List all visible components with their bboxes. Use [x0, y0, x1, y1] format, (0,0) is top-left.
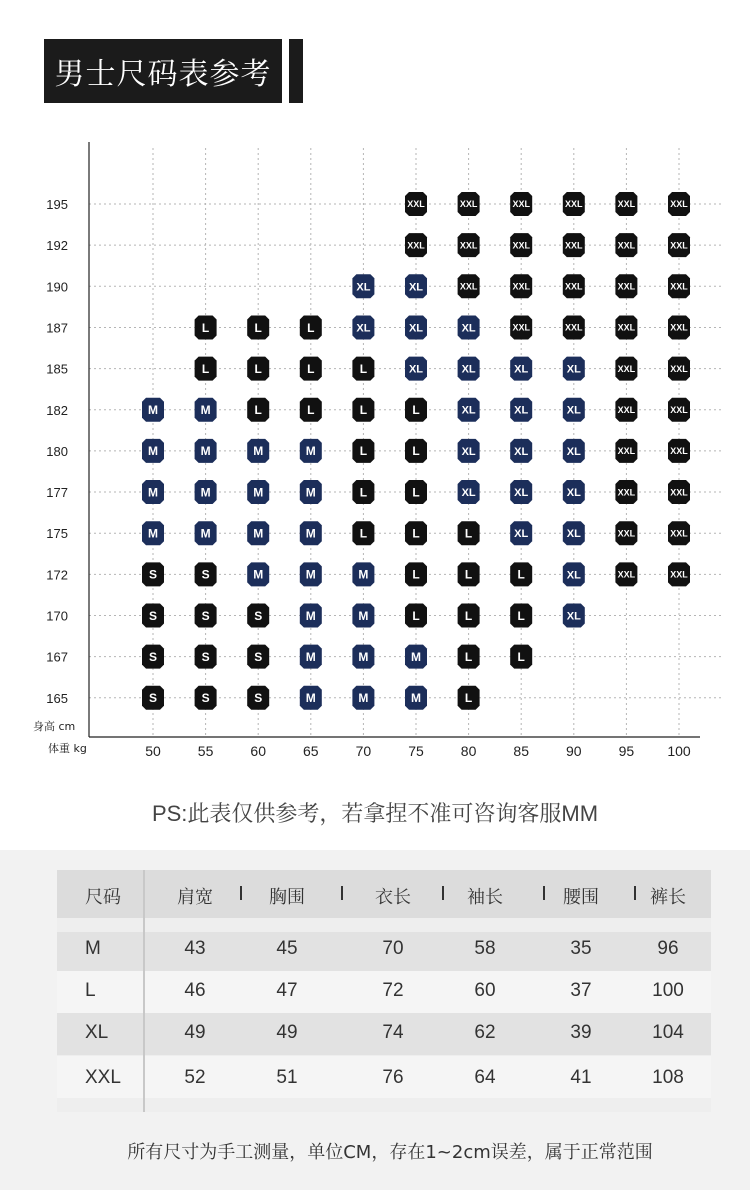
size-badge-label: L — [517, 608, 525, 623]
table-cell: 108 — [652, 1067, 684, 1088]
table-cell: 51 — [276, 1067, 298, 1088]
y-tick-label: 165 — [46, 690, 68, 706]
size-badge-label: XXL — [617, 446, 636, 457]
size-badge-label: L — [359, 485, 368, 500]
size-badge-label: XXL — [670, 446, 688, 457]
table-cell: 74 — [382, 1022, 404, 1043]
size-badge-label: XXL — [459, 240, 478, 251]
size-badge-label: L — [307, 320, 315, 335]
table-header-cell: 腰围 — [563, 887, 599, 908]
size-badge-label: XL — [356, 281, 371, 294]
table-cell: 104 — [652, 1022, 684, 1043]
table-cell: 72 — [382, 980, 404, 1001]
size-badge-label: XXL — [617, 281, 636, 292]
size-badge-label: L — [517, 567, 525, 582]
table-header-cell: 袖长 — [467, 887, 503, 908]
x-tick-label: 80 — [460, 743, 477, 759]
size-badge-label: M — [200, 444, 211, 459]
y-tick-label: 167 — [46, 649, 68, 665]
table-cell: 60 — [474, 980, 496, 1001]
size-badge-label: L — [254, 403, 262, 418]
size-badge-label: XXL — [617, 199, 636, 210]
size-badge-label: L — [359, 444, 368, 459]
x-tick-label: 75 — [408, 743, 424, 759]
size-badge-label: M — [253, 485, 264, 500]
size-badge-label: M — [148, 485, 158, 500]
size-badge-label: L — [307, 361, 315, 376]
table-header-cell: 衣长 — [375, 887, 411, 908]
table-cell: 41 — [570, 1067, 592, 1088]
size-badge-label: M — [200, 526, 211, 541]
size-badge-label: L — [201, 320, 210, 335]
size-badge-label: L — [412, 485, 420, 500]
size-badge-label: L — [412, 608, 420, 623]
size-badge-label: L — [359, 361, 368, 376]
size-badge-label: L — [412, 403, 420, 418]
size-badge-label: M — [358, 608, 369, 623]
size-chart — [0, 130, 750, 770]
table-cell: XXL — [85, 1067, 121, 1088]
table-cell: 49 — [184, 1022, 206, 1043]
size-badge-label: XXL — [670, 363, 688, 374]
size-badge-label: XXL — [459, 199, 478, 210]
table-cell: 49 — [276, 1022, 298, 1043]
size-badge-label: XXL — [512, 199, 530, 210]
table-cell: M — [85, 938, 101, 959]
size-badge-label: XL — [566, 404, 581, 417]
size-badge-label: XXL — [670, 199, 688, 210]
size-badge-label: M — [200, 485, 211, 500]
footnote: PS:此表仅供参考，若拿捏不准可咨询客服MM — [151, 801, 599, 826]
size-badge-label: M — [305, 608, 316, 623]
size-badge-label: L — [254, 320, 262, 335]
size-badge-label: XL — [461, 322, 476, 335]
y-tick-label: 185 — [46, 361, 68, 377]
y-tick-label: 195 — [46, 197, 68, 212]
size-badge-label: XL — [514, 445, 529, 458]
size-badge-label: XL — [566, 487, 581, 500]
size-badge-label: XXL — [617, 569, 636, 580]
size-badge-label: S — [148, 567, 158, 582]
x-tick-label: 85 — [513, 743, 529, 759]
size-badge-label: L — [412, 567, 420, 582]
header-separator — [442, 886, 444, 900]
x-tick-label: 65 — [303, 743, 319, 759]
y-tick-label: 187 — [46, 320, 68, 336]
x-tick-label: 100 — [667, 743, 691, 759]
size-badge-label: M — [305, 485, 316, 500]
title-accent-bar — [289, 39, 303, 103]
size-badge-label: XL — [408, 363, 424, 376]
x-tick-label: 60 — [250, 743, 266, 759]
size-badge-label: M — [200, 403, 211, 418]
table-cell: 47 — [276, 980, 298, 1001]
size-badge-label: XXL — [459, 281, 478, 292]
size-badge-label: XL — [461, 404, 476, 417]
y-axis-label: 身高 cm — [33, 720, 76, 733]
size-badge-label: XXL — [617, 363, 636, 374]
y-tick-label: 182 — [46, 402, 68, 418]
size-badge-label: XL — [461, 487, 476, 500]
x-tick-label: 55 — [197, 743, 214, 759]
header-separator — [543, 886, 545, 900]
size-badge-label: XXL — [617, 487, 636, 498]
size-badge-label: M — [148, 526, 158, 541]
size-badge-label: L — [359, 526, 368, 541]
size-badge-label: XL — [514, 487, 529, 500]
size-badge-label: M — [305, 691, 316, 706]
size-badge-label: S — [201, 608, 210, 623]
table-cell: 76 — [382, 1067, 404, 1088]
table-cell: 62 — [474, 1022, 496, 1043]
size-badge-label: M — [253, 567, 264, 582]
size-badge-label: XXL — [670, 281, 688, 292]
size-badge-label: S — [254, 691, 263, 706]
size-badge-label: XXL — [670, 322, 688, 333]
size-badge-label: XXL — [512, 240, 530, 251]
size-badge-label: XL — [566, 528, 581, 541]
size-badge-label: XXL — [617, 404, 636, 415]
size-badge-label: L — [464, 567, 473, 582]
size-badge-label: L — [464, 691, 473, 706]
size-chart-svg — [0, 130, 750, 770]
size-badge-label: XL — [514, 404, 529, 417]
table-header-cell: 裤长 — [650, 887, 686, 908]
size-badge-label: S — [201, 567, 210, 582]
size-badge-label: S — [148, 649, 158, 664]
size-badge-label: S — [148, 691, 158, 706]
size-badge-label: S — [201, 691, 210, 706]
size-badge-label: S — [201, 649, 210, 664]
size-badge-label: XXL — [617, 528, 636, 539]
size-badge-label: XXL — [565, 199, 583, 210]
size-badge-label: M — [358, 567, 369, 582]
table-cell: 45 — [276, 938, 298, 959]
size-badge-label: M — [148, 444, 158, 459]
size-badge-label: M — [305, 526, 316, 541]
size-badge-label: XL — [408, 322, 424, 335]
header-separator — [634, 886, 636, 900]
size-badge-label: M — [253, 444, 264, 459]
size-badge-label: L — [412, 444, 420, 459]
size-badge-label: XXL — [670, 487, 688, 498]
size-badge-label: S — [254, 608, 263, 623]
size-badge-label: XL — [356, 322, 371, 335]
table-cell: 100 — [652, 980, 684, 1001]
size-badge-label: L — [517, 649, 525, 664]
size-badge-label: XL — [566, 363, 581, 376]
size-badge-label: L — [307, 403, 315, 418]
size-badge-label: XXL — [670, 528, 688, 539]
size-badge-label: L — [201, 361, 210, 376]
table-cell: 46 — [184, 980, 206, 1001]
size-badge-label: XL — [566, 569, 581, 582]
size-badge-label: XL — [408, 281, 424, 294]
page-title-text: 男士尺码表参考 — [54, 57, 272, 92]
size-badge-label: XXL — [512, 281, 530, 292]
size-badge-label: XL — [514, 528, 529, 541]
header-separator — [240, 886, 242, 900]
y-tick-label: 170 — [46, 608, 68, 624]
size-badge-label: XL — [461, 445, 476, 458]
header-separator — [341, 886, 343, 900]
size-badge-label: M — [148, 403, 158, 418]
disclaimer: 所有尺寸为手工测量，单位CM，存在1~2cm误差，属于正常范围 — [127, 1142, 653, 1163]
size-badge-label: XXL — [670, 569, 688, 580]
size-badge-label: L — [464, 608, 473, 623]
size-badge-label: M — [358, 649, 369, 664]
table-header-cell: 胸围 — [269, 887, 305, 908]
size-badge-label: XXL — [565, 281, 583, 292]
y-tick-label: 175 — [46, 526, 68, 542]
size-badge-label: XXL — [565, 240, 583, 251]
table-cell: L — [85, 980, 96, 1001]
size-badge-label: M — [305, 444, 316, 459]
x-tick-label: 70 — [355, 743, 372, 759]
size-badge-label: XXL — [617, 322, 636, 333]
size-badge-label: S — [254, 649, 263, 664]
size-badge-label: XL — [514, 363, 529, 376]
y-tick-label: 172 — [46, 567, 68, 583]
size-badge-label: XXL — [565, 322, 583, 333]
table-cell: 52 — [184, 1067, 206, 1088]
size-badge-label: XL — [461, 363, 476, 376]
table-cell: 64 — [474, 1067, 496, 1088]
y-tick-label: 180 — [46, 443, 68, 459]
page-title — [44, 39, 282, 103]
table-cell: 96 — [657, 938, 679, 959]
size-badge-label: XXL — [670, 404, 688, 415]
table-header-cell: 尺码 — [85, 887, 121, 908]
size-badge-label: M — [411, 649, 421, 664]
table-divider — [143, 870, 145, 1112]
table-cell: 35 — [570, 938, 592, 959]
size-badge-label: S — [148, 608, 158, 623]
size-badge-label: XXL — [670, 240, 688, 251]
y-tick-label: 192 — [46, 238, 68, 254]
x-tick-label: 90 — [566, 743, 582, 759]
y-tick-label: 190 — [46, 279, 68, 295]
size-badge-label: XXL — [407, 199, 425, 210]
table-header-cell: 肩宽 — [177, 887, 213, 908]
size-badge-label: XL — [566, 610, 581, 623]
y-tick-label: 177 — [46, 485, 68, 501]
size-badge-label: M — [411, 691, 421, 706]
x-tick-label: 95 — [618, 743, 635, 759]
size-badge-label: L — [359, 403, 368, 418]
size-badge-label: XXL — [407, 240, 425, 251]
table-cell: 58 — [474, 938, 496, 959]
size-badge-label: M — [358, 691, 369, 706]
x-axis-label: 体重 kg — [48, 742, 87, 755]
size-badge-label: XXL — [512, 322, 530, 333]
size-badge-label: L — [464, 649, 473, 664]
table-cell: 37 — [570, 980, 592, 1001]
table-cell: 70 — [382, 938, 404, 959]
size-badge-label: XXL — [617, 240, 636, 251]
size-badge-label: L — [412, 526, 420, 541]
table-cell: 39 — [570, 1022, 592, 1043]
size-badge-label: M — [305, 567, 316, 582]
table-cell: XL — [85, 1022, 109, 1043]
size-badge-label: L — [254, 361, 262, 376]
size-badge-label: M — [305, 649, 316, 664]
size-badge-label: L — [464, 526, 473, 541]
table-cell: 43 — [184, 938, 206, 959]
size-badge-label: XL — [566, 445, 581, 458]
x-tick-label: 50 — [145, 743, 161, 759]
size-badge-label: M — [253, 526, 264, 541]
